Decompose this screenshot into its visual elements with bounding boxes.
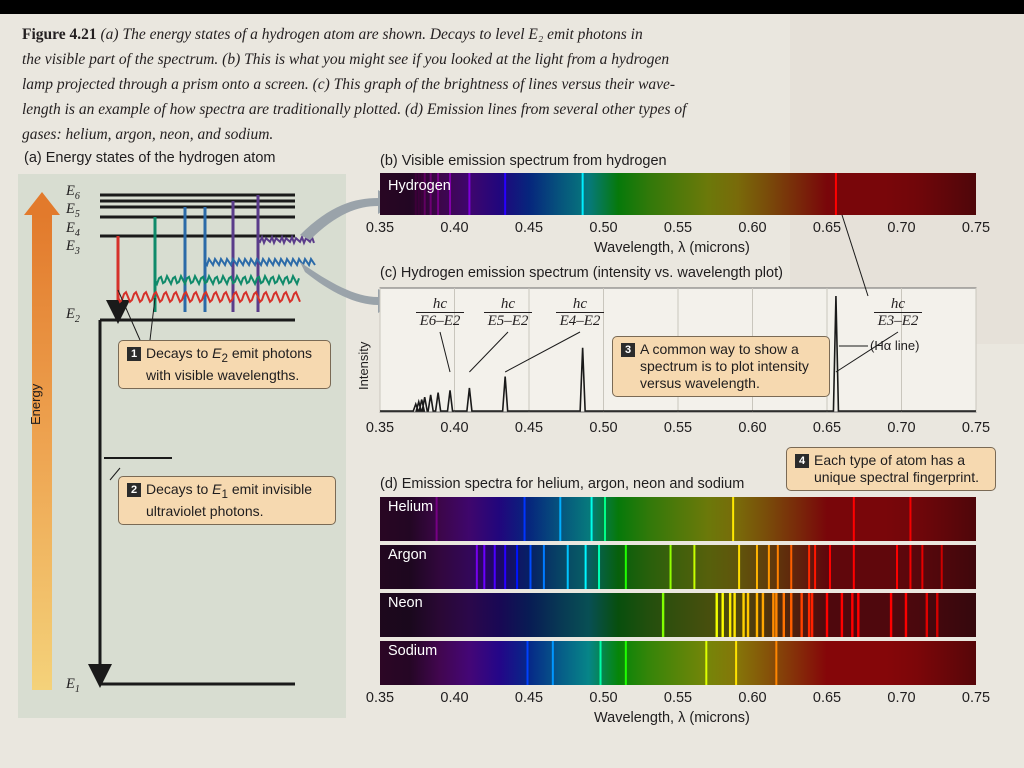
argon-emission-line [814, 545, 816, 589]
callout-4-line-1: Each type of atom has a [814, 452, 965, 468]
panel-d-title: (d) Emission spectra for helium, argon, neon and sodium [380, 476, 745, 492]
argon-emission-line [896, 545, 898, 589]
neon-emission-line [811, 593, 813, 637]
hydrogen-strip-label-holder [380, 173, 976, 213]
caption-line-1: (a) The energy states of a hydrogen atom are shown. Decays to level E₂ emit photons in [100, 26, 643, 43]
sodium-emission-line [775, 641, 777, 685]
callout-4-number: 4 [795, 454, 809, 468]
energy-axis-label: Energy [28, 383, 43, 425]
wavelength-fraction [874, 296, 922, 329]
callout-3-line-2: spectrum is to plot intensity [640, 358, 809, 374]
wavelength-fraction [416, 296, 464, 329]
helium-strip-continuum [380, 497, 976, 541]
wavelength-fraction [484, 296, 532, 329]
argon-emission-line [625, 545, 627, 589]
panel-b-xlabel: Wavelength, λ (microns) [594, 240, 750, 256]
helium-emission-line [591, 497, 593, 541]
argon-emission-line [777, 545, 779, 589]
helium-emission-line [909, 497, 911, 541]
callout-2-number: 2 [127, 483, 141, 497]
panel-c-tick-label: 0.55 [663, 420, 693, 436]
argon-emission-line [585, 545, 587, 589]
strip-label-sodium: Sodium [388, 643, 438, 659]
callout-1-text-b: emit photons [227, 345, 313, 361]
panel-b-tick-label: 0.60 [738, 220, 767, 236]
argon-emission-line [941, 545, 943, 589]
panel-d-tick-label: 0.50 [589, 690, 618, 706]
fraction-numerator: hc [484, 296, 532, 313]
hydrogen-strip-label: Hydrogen [388, 178, 451, 194]
callout-2-e: E [212, 481, 222, 497]
caption-line-4: length is an example of how spectra are traditionally plotted. (d) Emission lines from several other types of [22, 101, 687, 118]
helium-emission-line [604, 497, 606, 541]
argon-emission-line [516, 545, 518, 589]
panel-d-tick-label: 0.55 [663, 690, 693, 706]
h-alpha-label: (Hα line) [870, 338, 920, 353]
neon-emission-line [851, 593, 853, 637]
fraction-numerator: hc [874, 296, 922, 313]
argon-emission-line [567, 545, 569, 589]
energy-level-label: $E_6$ [66, 183, 80, 202]
neon-emission-line [742, 593, 744, 637]
caption-line-3: lamp projected through a prism onto a screen. (c) This graph of the brightness of lines versus their wave- [22, 76, 676, 93]
callout-3-number: 3 [621, 343, 635, 357]
panel-c-tick-label: 0.45 [514, 420, 544, 436]
neon-emission-line [716, 593, 718, 637]
panel-c-tick-label: 0.35 [365, 420, 395, 436]
sodium-emission-line [527, 641, 529, 685]
panel-b-tick-label: 0.65 [812, 220, 842, 236]
sodium-strip-continuum [380, 641, 976, 685]
sodium-emission-line [705, 641, 707, 685]
neon-emission-line [808, 593, 810, 637]
callout-3 [612, 336, 830, 397]
argon-emission-line [790, 545, 792, 589]
panel-b-tick-label: 0.55 [663, 220, 693, 236]
callout-4-line-2: unique spectral fingerprint. [814, 469, 979, 485]
panel-c-tick-label: 0.60 [738, 420, 767, 436]
fraction-denominator: E6–E2 [419, 313, 461, 329]
argon-emission-line [529, 545, 531, 589]
callout-1-text-a: Decays to [146, 345, 213, 361]
fraction-numerator: hc [416, 296, 464, 313]
argon-emission-line [921, 545, 923, 589]
neon-emission-line [857, 593, 859, 637]
panel-b-tick-label: 0.45 [514, 220, 544, 236]
argon-emission-line [909, 545, 911, 589]
argon-emission-line [598, 545, 600, 589]
callout-2 [118, 476, 336, 525]
panel-d-tick-label: 0.70 [887, 690, 916, 706]
argon-emission-line [738, 545, 740, 589]
callout-1-sub: 2 [221, 351, 228, 365]
argon-emission-line [483, 545, 485, 589]
callout-2-text-b: emit invisible [227, 481, 312, 497]
argon-emission-line [829, 545, 831, 589]
argon-emission-line [693, 545, 695, 589]
panel-c-tick-label: 0.70 [887, 420, 916, 436]
helium-emission-line [853, 497, 855, 541]
neon-emission-line [747, 593, 749, 637]
panel-b-tick-label: 0.35 [365, 220, 395, 236]
panel-c-tick-label: 0.65 [812, 420, 842, 436]
energy-axis-arrow [24, 192, 60, 690]
argon-emission-line [543, 545, 545, 589]
panel-d-tick-label: 0.60 [738, 690, 767, 706]
helium-emission-line [436, 497, 438, 541]
energy-level-label: $E_5$ [66, 201, 80, 220]
strip-label-argon: Argon [388, 547, 427, 563]
argon-emission-line [853, 545, 855, 589]
argon-emission-line [504, 545, 506, 589]
argon-emission-line [476, 545, 478, 589]
panel-c-tick-label: 0.50 [589, 420, 618, 436]
callout-2-text-a: Decays to [146, 481, 213, 497]
neon-emission-line [926, 593, 928, 637]
panel-d-tick-label: 0.35 [365, 690, 395, 706]
helium-emission-line [559, 497, 561, 541]
panel-c-title: (c) Hydrogen emission spectrum (intensity vs. wavelength plot) [380, 265, 783, 281]
neon-emission-line [800, 593, 802, 637]
neon-emission-line [790, 593, 792, 637]
panel-c-ylabel: Intensity [356, 341, 371, 390]
panel-b-tick-label: 0.70 [887, 220, 916, 236]
neon-emission-line [826, 593, 828, 637]
energy-level-label: $E_1$ [66, 676, 80, 695]
callout-3-line-3: versus wavelength. [640, 375, 760, 391]
fraction-denominator: E4–E2 [559, 313, 601, 329]
figure-label: Figure 4.21 [22, 26, 97, 43]
argon-emission-line [756, 545, 758, 589]
callout-2-text-c: ultraviolet photons. [146, 502, 264, 519]
callout-4 [786, 447, 996, 491]
fraction-numerator: hc [556, 296, 604, 313]
callout-1-e: E [212, 345, 222, 361]
helium-emission-line [732, 497, 734, 541]
strip-label-helium: Helium [388, 499, 434, 515]
sodium-emission-line [600, 641, 602, 685]
sodium-emission-line [735, 641, 737, 685]
neon-emission-line [890, 593, 892, 637]
transition-arrows [100, 195, 258, 676]
callout-3-line-1: A common way to show a [640, 341, 799, 357]
neon-emission-line [722, 593, 724, 637]
sodium-emission-line [625, 641, 627, 685]
argon-emission-line [670, 545, 672, 589]
neon-emission-line [783, 593, 785, 637]
callout-1-text-c: with visible wavelengths. [146, 366, 300, 383]
energy-level-label: $E_2$ [66, 306, 80, 325]
callout-2-sub: 1 [221, 487, 228, 501]
neon-emission-line [762, 593, 764, 637]
neon-emission-line [905, 593, 907, 637]
argon-emission-line [494, 545, 496, 589]
helium-emission-line [524, 497, 526, 541]
panel-b-title: (b) Visible emission spectrum from hydrogen [380, 153, 667, 169]
panel-b-tick-label: 0.75 [961, 220, 991, 236]
neon-emission-line [733, 593, 735, 637]
fraction-denominator: E5–E2 [487, 313, 529, 329]
neon-emission-line [772, 593, 774, 637]
panel-d-tick-label: 0.75 [961, 690, 991, 706]
neon-emission-line [729, 593, 731, 637]
energy-levels [100, 195, 295, 684]
callout-1-number: 1 [127, 347, 141, 361]
panel-a-title: (a) Energy states of the hydrogen atom [24, 150, 276, 166]
neon-emission-line [775, 593, 777, 637]
argon-emission-line [808, 545, 810, 589]
neon-emission-line [936, 593, 938, 637]
panel-b-tick-label: 0.40 [440, 220, 469, 236]
caption-line-5: gases: helium, argon, neon, and sodium. [22, 126, 274, 143]
neon-strip-continuum [380, 593, 976, 637]
panel-c-tick-label: 0.40 [440, 420, 469, 436]
panel-b-tick-label: 0.50 [589, 220, 618, 236]
energy-level-label: $E_4$ [66, 220, 80, 239]
energy-level-label: $E_3$ [66, 238, 80, 257]
strip-label-neon: Neon [388, 595, 423, 611]
callout-1 [118, 340, 331, 389]
neon-emission-line [841, 593, 843, 637]
neon-emission-line [662, 593, 664, 637]
panel-c-tick-label: 0.75 [961, 420, 991, 436]
fraction-denominator: E3–E2 [877, 313, 919, 329]
sodium-emission-line [552, 641, 554, 685]
panel-d-xlabel: Wavelength, λ (microns) [594, 710, 750, 726]
panel-d-tick-label: 0.40 [440, 690, 469, 706]
argon-emission-line [768, 545, 770, 589]
neon-emission-line [756, 593, 758, 637]
wavelength-fraction [556, 296, 604, 329]
argon-strip-continuum [380, 545, 976, 589]
panel-d-tick-label: 0.65 [812, 690, 842, 706]
caption-line-2: the visible part of the spectrum. (b) This is what you might see if you looked at the light from a hydrogen [22, 51, 670, 68]
panel-d-tick-label: 0.45 [514, 690, 544, 706]
